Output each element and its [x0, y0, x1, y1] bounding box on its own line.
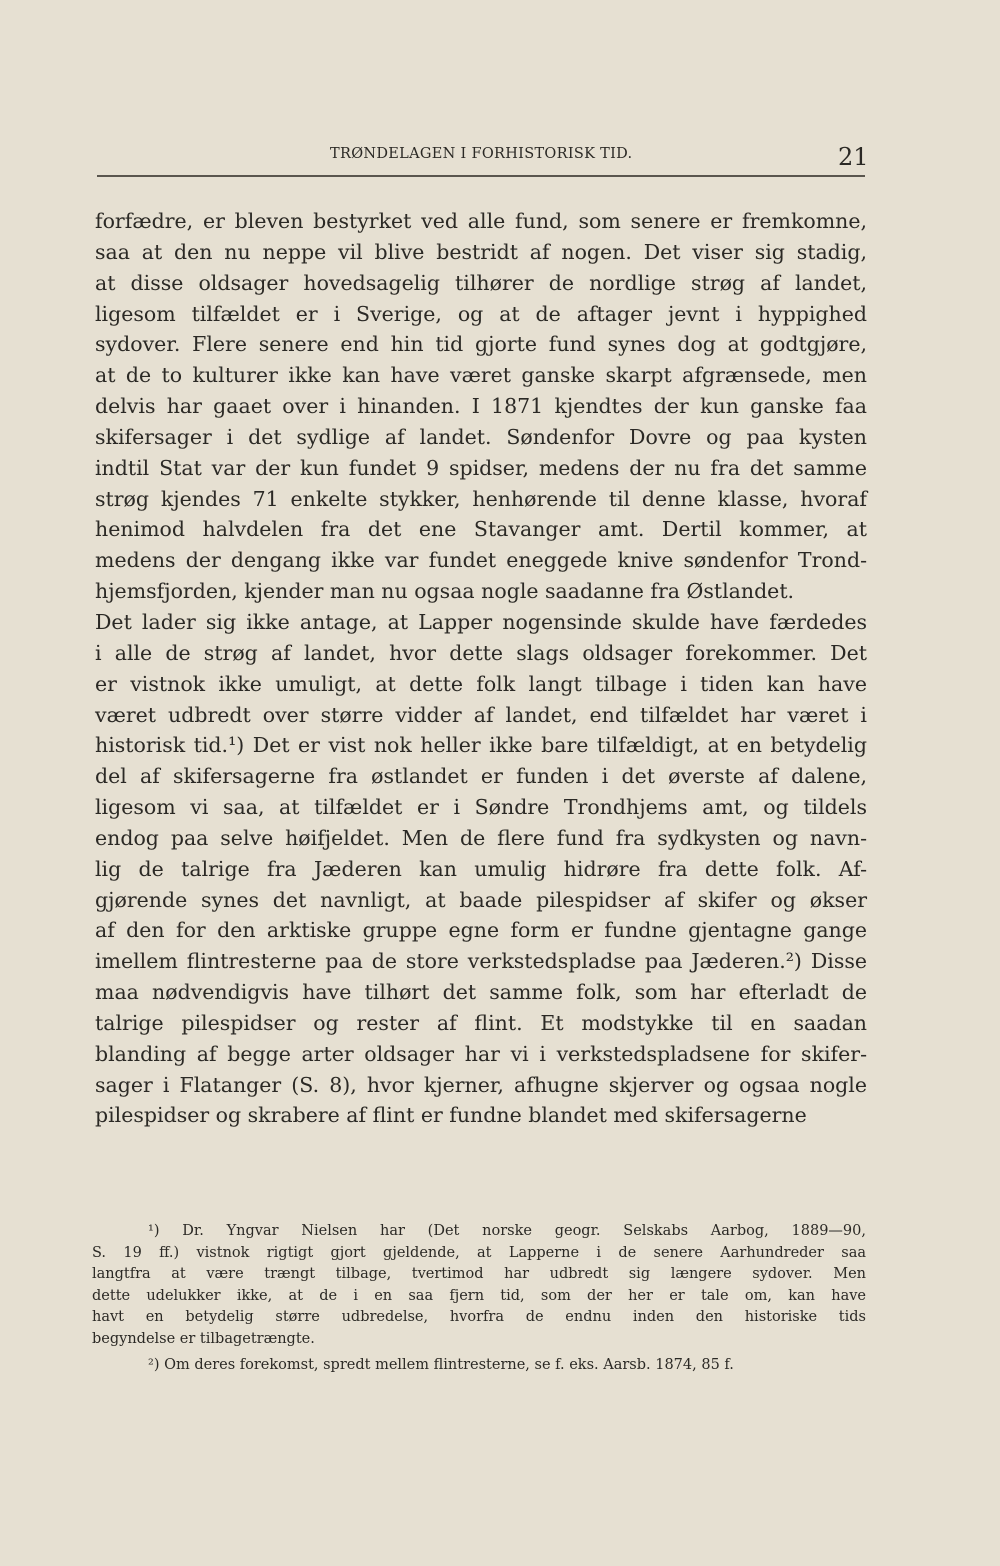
body-line: medens der dengang ikke var fundet eneggede knive søndenfor Trond- — [95, 548, 867, 573]
body-line: delvis har gaaet over i hinanden. I 1871 kjendtes der kun ganske faa — [95, 394, 867, 419]
footnote-1-line: langtfra at være trængt tilbage, tvertimod har udbredt sig længere sydover. Men — [92, 1266, 866, 1282]
body-line: ligesom tilfældet er i Sverige, og at de aftager jevnt i hyppighed — [95, 301, 867, 326]
body-line: del af skifersagerne fra østlandet er funden i det øverste af dalene, — [95, 764, 867, 789]
footnote-2: ²) Om deres forekomst, spredt mellem flintresterne, se f. eks. Aarsb. 1874, 85 f. — [148, 1357, 734, 1373]
body-line: imellem flintresterne paa de store verkstedspladse paa Jæderen.²) Disse — [95, 949, 867, 974]
body-line: strøg kjendes 71 enkelte stykker, henhørende til denne klasse, hvoraf — [95, 486, 867, 511]
body-line: at de to kulturer ikke kan have været ganske skarpt afgrænsede, men — [95, 363, 867, 388]
body-line: maa nødvendigvis have tilhørt det samme folk, som har efterladt de — [95, 980, 867, 1005]
footnote-1-line: begyndelse er tilbagetrængte. — [92, 1330, 315, 1347]
body-line: indtil Stat var der kun fundet 9 spidser, medens der nu fra det samme — [95, 455, 867, 480]
body-line: blanding af begge arter oldsager har vi i verkstedspladsene for skifer- — [95, 1041, 867, 1066]
body-line: henimod halvdelen fra det ene Stavanger amt. Dertil kommer, at — [95, 517, 867, 542]
body-line: af den for den arktiske gruppe egne form er fundne gjentagne gange — [95, 918, 867, 943]
body-line: skifersager i det sydlige af landet. Søndenfor Dovre og paa kysten — [95, 424, 867, 449]
body-line: hjemsfjorden, kjender man nu ogsaa nogle saadanne fra Østlandet. — [95, 579, 795, 604]
body-line: er vistnok ikke umuligt, at dette folk langt tilbage i tiden kan have — [95, 671, 867, 696]
footnotes — [92, 1221, 866, 1377]
body-line: talrige pilespidser og rester af flint. Et modstykke til en saadan — [95, 1010, 867, 1035]
body-line: i alle de strøg af landet, hvor dette slags oldsager forekommer. Det — [95, 640, 867, 665]
body-line: historisk tid.¹) Det er vist nok heller ikke bare tilfældigt, at en betydelig — [95, 733, 867, 758]
body-line: gjørende synes det navnligt, at baade pilespidser af skifer og økser — [95, 887, 867, 912]
body-text — [95, 206, 867, 1131]
body-line: sager i Flatanger (S. 8), hvor kjerner, afhugne skjerver og ogsaa nogle — [95, 1072, 867, 1097]
body-line: pilespidser og skrabere af flint er fundne blandet med skifersagerne — [95, 1103, 807, 1128]
running-title: TRØNDELAGEN I FORHISTORISK TID. — [330, 146, 633, 162]
body-line: endog paa selve høifjeldet. Men de flere fund fra sydkysten og navn- — [95, 825, 867, 850]
footnote-1-line: dette udelukker ikke, at de i en saa fjern tid, som der her er tale om, kan have — [92, 1287, 866, 1304]
footnote-1-line: ¹) Dr. Yngvar Nielsen har (Det norske geogr. Selskabs Aarbog, 1889—90, — [148, 1223, 866, 1239]
body-line: Det lader sig ikke antage, at Lapper nogensinde skulde have færdedes — [95, 609, 867, 634]
body-line: at disse oldsager hovedsagelig tilhører de nordlige strøg af landet, — [95, 270, 867, 295]
body-line: forfædre, er bleven bestyrket ved alle fund, som senere er fremkomne, — [95, 209, 867, 233]
header-rule — [97, 175, 865, 177]
footnote-1-line: S. 19 ff.) vistnok rigtigt gjort gjeldende, at Lapperne i de senere Aarhundreder saa — [92, 1244, 866, 1261]
body-line: ligesom vi saa, at tilfældet er i Søndre Trondhjems amt, og tildels — [95, 795, 867, 820]
body-line: sydover. Flere senere end hin tid gjorte fund synes dog at godtgjøre, — [95, 332, 867, 357]
footnote-1-line: havt en betydelig større udbredelse, hvorfra de endnu inden den historiske tids — [92, 1309, 866, 1325]
body-line: været udbredt over større vidder af landet, end tilfældet har været i — [95, 702, 867, 727]
body-line: lig de talrige fra Jæderen kan umulig hidrøre fra dette folk. Af- — [95, 856, 867, 881]
body-line: saa at den nu neppe vil blive bestridt af nogen. Det viser sig stadig, — [95, 239, 867, 264]
page-number: 21 — [838, 143, 869, 171]
